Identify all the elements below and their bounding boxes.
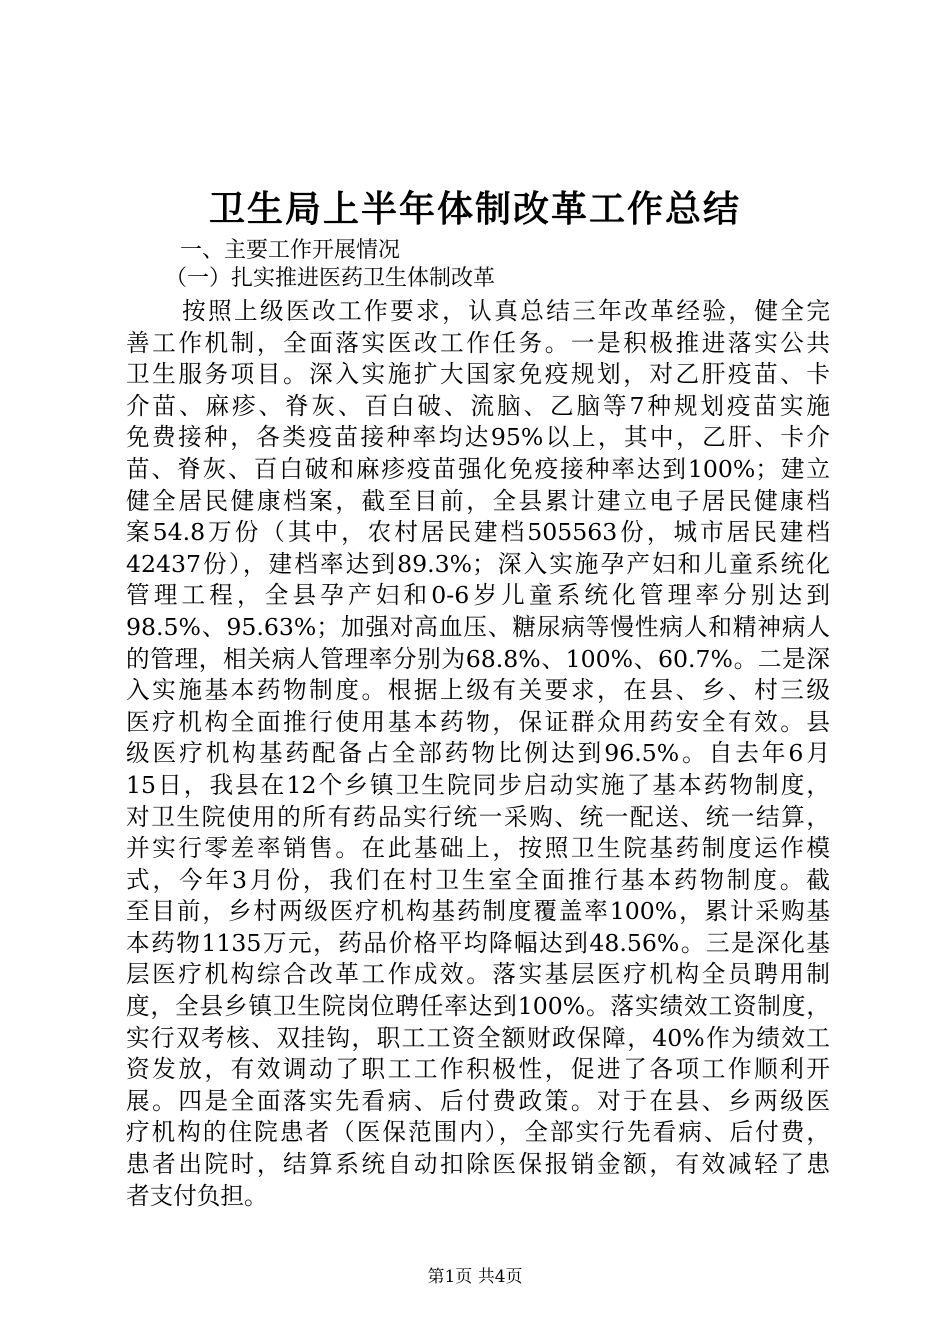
paragraph-line: 免费接种，各类疫苗接种率均达95%以上，其中，乙肝、卡介 — [126, 423, 830, 452]
subsection-heading: （一）扎实推进医药卫生体制改革 — [165, 266, 496, 291]
paragraph-line: 善工作机制，全面落实医改工作任务。一是积极推进落实公共 — [126, 328, 830, 357]
paragraph-line: 层医疗机构综合改革工作成效。落实基层医疗机构全员聘用制 — [126, 960, 830, 989]
paragraph-line: 卫生服务项目。深入实施扩大国家免疫规划，对乙肝疫苗、卡 — [126, 360, 830, 389]
paragraph-line: 实行双考核、双挂钩，职工工资全额财政保障，40%作为绩效工 — [126, 1023, 830, 1052]
paragraph-line: 展。四是全面落实先看病、后付费政策。对于在县、乡两级医 — [126, 1086, 830, 1115]
paragraph-line: 资发放，有效调动了职工工作积极性，促进了各项工作顺利开 — [126, 1055, 830, 1084]
paragraph-line: 至目前，乡村两级医疗机构基药制度覆盖率100%，累计采购基 — [126, 897, 830, 926]
paragraph-line: 按照上级医改工作要求，认真总结三年改革经验，健全完 — [182, 297, 830, 325]
paragraph-line: 15日，我县在12个乡镇卫生院同步启动实施了基本药物制度， — [126, 770, 830, 799]
paragraph-line: 度，全县乡镇卫生院岗位聘任率达到100%。落实绩效工资制度， — [126, 992, 830, 1021]
paragraph-line: 42437份），建档率达到89.3%；深入实施孕产妇和儿童系统化 — [126, 549, 830, 578]
paragraph-line: 本药物1135万元，药品价格平均降幅达到48.56%。三是深化基 — [126, 928, 830, 957]
paragraph-line: 健全居民健康档案，截至目前，全县累计建立电子居民健康档 — [126, 486, 830, 515]
paragraph-line: 式，今年3月份，我们在村卫生室全面推行基本药物制度。截 — [126, 865, 830, 894]
paragraph-line: 患者出院时，结算系统自动扣除医保报销金额，有效减轻了患 — [126, 1150, 830, 1179]
document-title: 卫生局上半年体制改革工作总结 — [208, 188, 741, 230]
page-number: 第1页 共4页 — [427, 1267, 523, 1287]
body-paragraph — [126, 296, 830, 1212]
paragraph-line: 管理工程，全县孕产妇和0-6岁儿童系统化管理率分别达到 — [126, 581, 830, 610]
paragraph-line: 入实施基本药物制度。根据上级有关要求，在县、乡、村三级 — [126, 676, 830, 705]
paragraph-line: 并实行零差率销售。在此基础上，按照卫生院基药制度运作模 — [126, 834, 830, 863]
paragraph-line: 疗机构的住院患者（医保范围内），全部实行先看病、后付费， — [126, 1118, 830, 1147]
paragraph-line: 的管理，相关病人管理率分别为68.8%、100%、60.7%。二是深 — [126, 644, 830, 673]
paragraph-line: 案54.8万份（其中，农村居民建档505563份，城市居民建档 — [126, 518, 830, 547]
section-heading: 一、主要工作开展情况 — [180, 238, 401, 263]
paragraph-line: 者支付负担。 — [126, 1181, 268, 1210]
paragraph-line: 介苗、麻疹、脊灰、百白破、流脑、乙脑等7种规划疫苗实施 — [126, 391, 830, 420]
paragraph-line: 苗、脊灰、百白破和麻疹疫苗强化免疫接种率达到100%；建立 — [126, 454, 830, 483]
paragraph-line: 级医疗机构基药配备占全部药物比例达到96.5%。自去年6月 — [126, 739, 830, 768]
paragraph-line: 98.5%、95.63%；加强对高血压、糖尿病等慢性病人和精神病人 — [126, 612, 830, 641]
paragraph-line: 对卫生院使用的所有药品实行统一采购、统一配送、统一结算， — [126, 802, 830, 831]
paragraph-line: 医疗机构全面推行使用基本药物，保证群众用药安全有效。县 — [126, 707, 830, 736]
